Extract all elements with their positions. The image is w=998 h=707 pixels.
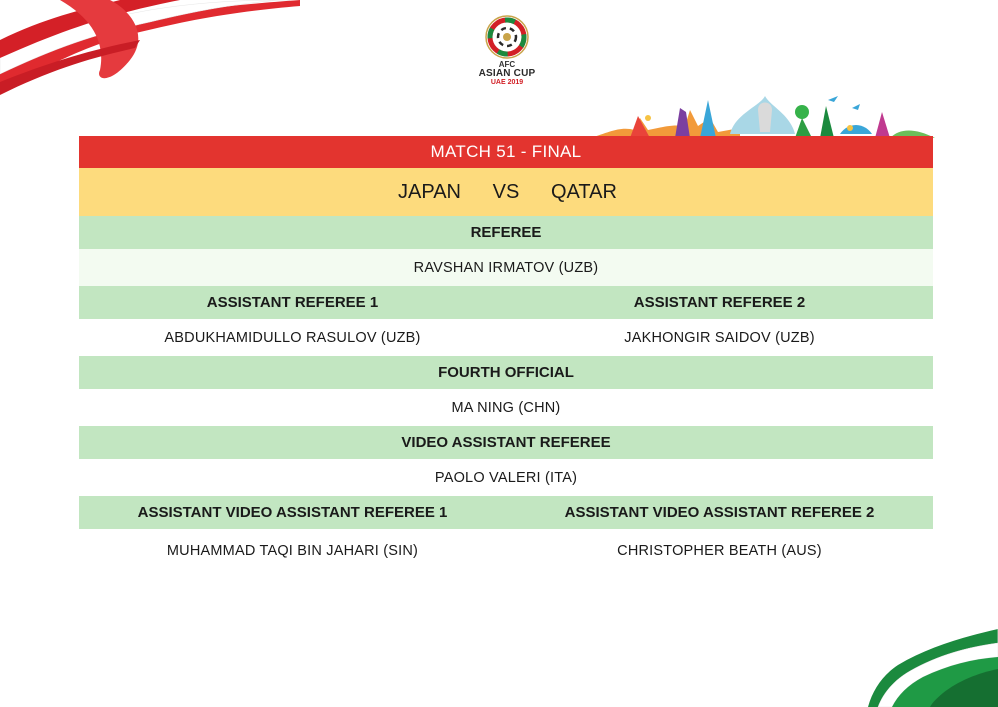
assistant-referee-1-name: ABDUKHAMIDULLO RASULOV (UZB) [164, 329, 421, 346]
avar-2-name: CHRISTOPHER BEATH (AUS) [617, 543, 822, 559]
assistant-referee-2-name: JAKHONGIR SAIDOV (UZB) [624, 329, 815, 346]
avar-1-label: ASSISTANT VIDEO ASSISTANT REFEREE 1 [137, 504, 448, 521]
afc-asian-cup-logo [470, 14, 544, 94]
fourth-official-label: FOURTH OFFICIAL [438, 364, 574, 381]
officials-table [79, 136, 933, 573]
referee-name: RAVSHAN IRMATOV (UZB) [413, 259, 599, 276]
logo-line-asian-cup: ASIAN CUP [478, 68, 536, 79]
match-title: MATCH 51 - FINAL [430, 142, 582, 161]
match-title-bar [79, 136, 933, 168]
avar-1-name: MUHAMMAD TAQI BIN JAHARI (SIN) [166, 543, 419, 559]
team-home: JAPAN [398, 180, 461, 203]
fourth-official-row [79, 389, 933, 426]
assistant-referee-2-label: ASSISTANT REFEREE 2 [633, 294, 806, 311]
logo-line-uae: UAE 2019 [490, 79, 524, 86]
logo-line-afc: AFC [498, 60, 516, 69]
referee-label: REFEREE [470, 224, 542, 241]
assistant-referee-1-label: ASSISTANT REFEREE 1 [206, 294, 379, 311]
var-row [79, 459, 933, 496]
var-name: PAOLO VALERI (ITA) [434, 469, 578, 486]
var-label: VIDEO ASSISTANT REFEREE [401, 434, 611, 451]
team-away: QATAR [551, 180, 617, 203]
referee-row [79, 249, 933, 286]
assistant-referees-row [79, 319, 933, 356]
fourth-official-header [79, 356, 933, 389]
versus-label: VS [492, 180, 520, 203]
referee-header [79, 216, 933, 249]
avar-header [79, 496, 933, 529]
assistant-referees-header [79, 286, 933, 319]
avar-2-label: ASSISTANT VIDEO ASSISTANT REFEREE 2 [564, 504, 875, 521]
avar-row [79, 529, 933, 573]
var-header [79, 426, 933, 459]
fourth-official-name: MA NING (CHN) [451, 399, 561, 416]
red-ribbon-decoration [0, 0, 300, 95]
match-teams-bar [79, 168, 933, 216]
green-ribbon-decoration [868, 607, 998, 707]
asian-cup-emblem-icon [484, 14, 530, 60]
